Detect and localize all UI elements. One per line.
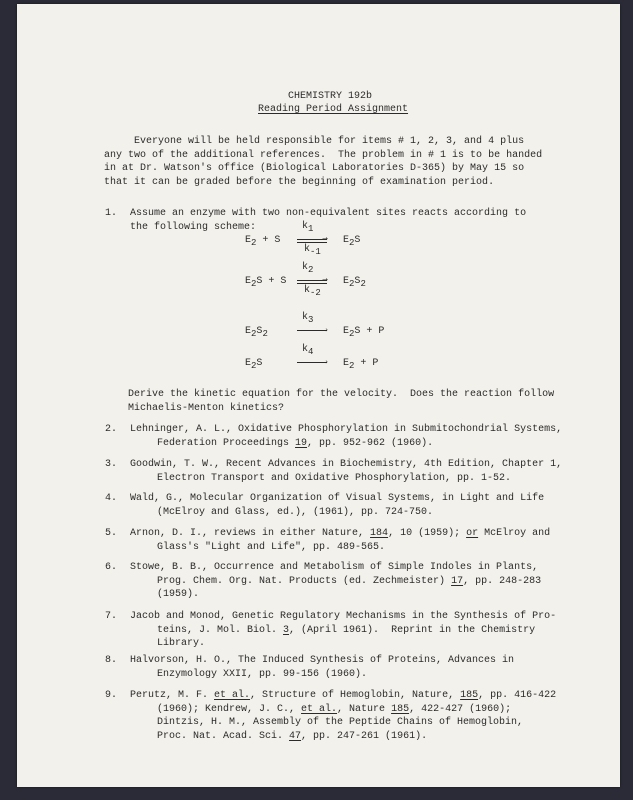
subscript: 2 <box>251 238 257 248</box>
subscript: 2 <box>349 329 355 339</box>
text-segment: Dintzis, H. M., Assembly of the Peptide Chains of Hemoglobin, <box>157 717 524 728</box>
reference-line <box>157 506 433 520</box>
text-segment: E <box>343 358 350 369</box>
reference-line <box>130 458 562 472</box>
reference-line <box>157 624 535 638</box>
text-segment: + S <box>256 235 281 246</box>
text-line: Assume an enzyme with two non-equivalent sites reacts according to <box>130 208 527 219</box>
intro-paragraph <box>104 135 542 189</box>
text-segment: Halvorson, H. O., The Induced Synthesis of Proteins, Advances in <box>130 655 515 666</box>
subtitle-text: Reading Period Assignment <box>258 104 409 115</box>
text-segment: E <box>245 358 252 369</box>
text-segment: S + P <box>354 326 385 337</box>
text-segment: Goodwin, T. W., Recent Advances in Biochemistry, 4th Edition, Chapter 1, <box>130 459 563 470</box>
text-segment: + P <box>354 358 379 369</box>
reference-number: 2. <box>105 424 118 435</box>
forward-rate-constant <box>302 311 313 325</box>
reaction-products <box>343 275 366 289</box>
underlined-text: et al. <box>214 690 251 701</box>
text-segment: , Structure of Hemoglobin, Nature, <box>250 690 461 701</box>
underlined-text: et al. <box>301 703 338 715</box>
underlined-text: 185 <box>460 690 479 701</box>
subscript: 2 <box>349 361 355 371</box>
page-subtitle <box>258 103 408 117</box>
underlined-text: 47 <box>289 730 302 742</box>
reference-line <box>130 561 538 575</box>
reference-line <box>157 716 523 730</box>
text-segment: E <box>343 235 350 246</box>
subscript: 2 <box>251 279 257 289</box>
reaction-arrow-icon: › <box>297 330 327 338</box>
reaction-reactants <box>245 234 280 248</box>
text-segment: Wald, G., Molecular Organization of Visual Systems, in Light and Life <box>130 493 545 504</box>
subscript: 2 <box>262 329 268 339</box>
text-segment: , pp. 248-283 <box>463 575 542 587</box>
text-segment: k <box>302 262 309 273</box>
subscript: 2 <box>360 279 366 289</box>
text-line: any two of the additional references. The problem in # 1 is to be handed <box>104 149 543 161</box>
forward-rate-constant <box>302 261 313 275</box>
underlined-text: or <box>466 528 479 539</box>
text-segment: (1959). <box>157 589 200 600</box>
text-segment: (1960); Kendrew, J. C., <box>157 703 302 715</box>
text-segment: E <box>343 326 350 337</box>
reference-line <box>130 423 562 437</box>
text-segment: k <box>304 244 311 255</box>
text-segment: , pp. 952-962 (1960). <box>307 437 434 449</box>
text-segment: Jacob and Monod, Genetic Regulatory Mechanisms in the Synthesis of Pro- <box>130 611 557 622</box>
text-segment: S <box>354 276 361 287</box>
text-segment: , (April 1961). Reprint in the Chemistry <box>289 624 536 636</box>
reference-number: 8. <box>105 655 118 666</box>
subscript: 3 <box>308 315 314 325</box>
reference-line <box>157 730 427 744</box>
subscript: 2 <box>308 265 314 275</box>
text-segment: Enzymology XXII, pp. 99-156 (1960). <box>157 668 368 680</box>
subscript: 2 <box>349 279 355 289</box>
reference-line <box>157 703 511 717</box>
underlined-text: 19 <box>295 437 308 449</box>
text-segment: Glass's "Light and Life", pp. 489-565. <box>157 541 386 553</box>
text-segment: McElroy and <box>478 528 551 539</box>
text-segment: , 10 (1959); <box>388 528 467 539</box>
reaction-products <box>343 234 360 248</box>
text-segment: k <box>302 344 309 355</box>
text-line: Michaelis-Menton kinetics? <box>128 402 285 414</box>
reference-line <box>157 588 199 602</box>
text-segment: Proc. Nat. Acad. Sci. <box>157 730 290 742</box>
reaction-arrow-icon: › <box>297 362 327 370</box>
underlined-text: 3 <box>283 624 290 636</box>
reference-line <box>130 689 556 703</box>
reference-number: 9. <box>105 690 118 701</box>
reference-line <box>157 668 367 682</box>
text-segment: S <box>256 358 263 369</box>
problem-number: 1. <box>105 208 118 219</box>
subscript: -2 <box>310 288 321 298</box>
problem-question <box>128 388 554 415</box>
subscript: 1 <box>308 224 314 234</box>
text-segment: (McElroy and Glass, ed.), (1961), pp. 724-750. <box>157 506 434 518</box>
text-segment: Perutz, M. F. <box>130 690 215 701</box>
text-line: Derive the kinetic equation for the velocity. Does the reaction follow <box>128 389 555 400</box>
reference-number: 6. <box>105 562 118 573</box>
reverse-rate-constant <box>304 284 321 298</box>
text-segment: S + S <box>256 276 287 287</box>
text-segment: , Nature <box>337 703 392 715</box>
text-segment: , pp. 416-422 <box>478 690 557 701</box>
reference-line <box>157 541 385 555</box>
reference-number: 4. <box>105 493 118 504</box>
forward-rate-constant <box>302 343 313 357</box>
text-segment: , pp. 247-261 (1961). <box>301 730 428 742</box>
reaction-reactants <box>245 275 286 289</box>
text-segment: teins, J. Mol. Biol. <box>157 624 284 636</box>
text-segment: Electron Transport and Oxidative Phosphorylation, pp. 1-52. <box>157 472 512 484</box>
reference-line <box>157 637 205 651</box>
course-title: CHEMISTRY 192b <box>288 91 373 102</box>
text-segment: E <box>245 326 252 337</box>
underlined-text: 17 <box>451 575 464 587</box>
text-line: that it can be graded before the beginning of examination period. <box>104 176 495 188</box>
subscript: -1 <box>310 247 321 257</box>
subscript: 2 <box>349 238 355 248</box>
text-segment: Library. <box>157 638 206 649</box>
reaction-products <box>343 325 384 339</box>
text-segment: k <box>304 285 311 296</box>
underlined-text: 184 <box>370 528 389 539</box>
reaction-reactants <box>245 357 262 371</box>
reference-line <box>157 472 511 486</box>
equilibrium-arrow-icon: ⇀ <box>297 280 327 288</box>
text-segment: Federation Proceedings <box>157 437 296 449</box>
text-segment: E <box>245 276 252 287</box>
document-page <box>17 4 620 787</box>
text-segment: S <box>256 326 263 337</box>
text-segment: S <box>354 235 361 246</box>
text-segment: E <box>245 235 252 246</box>
problem-statement <box>130 207 526 234</box>
subscript: 2 <box>251 361 257 371</box>
reference-line <box>130 654 514 668</box>
reference-line <box>130 492 544 506</box>
equilibrium-arrow-icon: ⇀ <box>297 239 327 247</box>
text-line: Everyone will be held responsible for items # 1, 2, 3, and 4 plus <box>104 136 525 147</box>
subscript: 2 <box>251 329 257 339</box>
text-segment: Stowe, B. B., Occurrence and Metabolism of Simple Indoles in Plants, <box>130 562 539 573</box>
reaction-products <box>343 357 378 371</box>
text-segment: , 422-427 (1960); <box>409 703 512 715</box>
text-segment: Arnon, D. I., reviews in either Nature, <box>130 528 371 539</box>
reaction-reactants <box>245 325 268 339</box>
forward-rate-constant <box>302 220 313 234</box>
reference-number: 7. <box>105 611 118 622</box>
text-segment: E <box>343 276 350 287</box>
reference-line <box>157 437 433 451</box>
text-line: in at Dr. Watson's office (Biological Laboratories D-365) by May 15 so <box>104 163 525 174</box>
reference-line <box>130 527 550 541</box>
text-segment: k <box>302 221 309 232</box>
text-segment: Lehninger, A. L., Oxidative Phosphorylation in Submitochondrial Systems, <box>130 424 563 435</box>
reverse-rate-constant <box>304 243 321 257</box>
reference-number: 3. <box>105 459 118 470</box>
underlined-text: 185 <box>391 703 410 715</box>
reference-number: 5. <box>105 528 118 539</box>
text-segment: Prog. Chem. Org. Nat. Products (ed. Zechmeister) <box>157 575 452 587</box>
text-segment: k <box>302 312 309 323</box>
text-line: the following scheme: <box>130 221 257 233</box>
subscript: 4 <box>308 347 314 357</box>
reference-line <box>157 575 541 589</box>
reference-line <box>130 610 556 624</box>
